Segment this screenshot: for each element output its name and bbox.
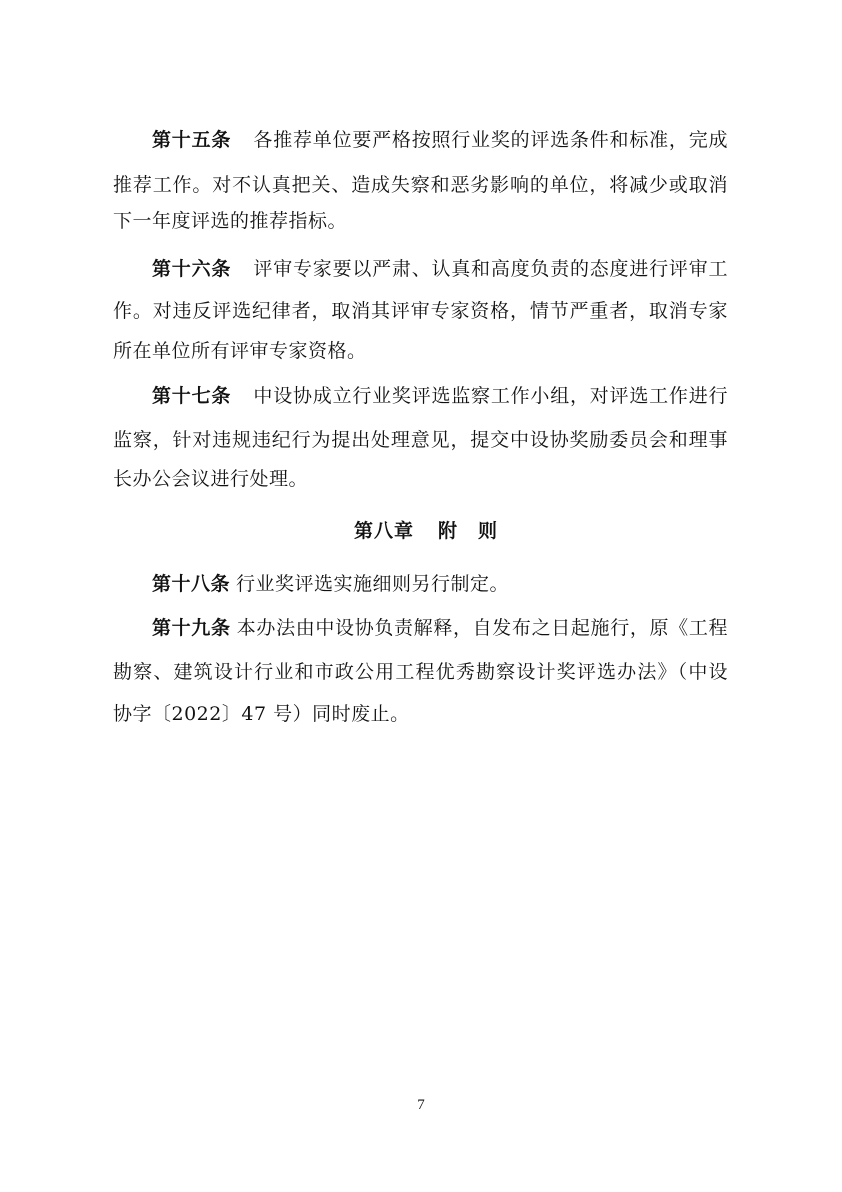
article-15-first-line (152, 128, 728, 152)
article-15-label: 第十五条 (152, 129, 232, 151)
article-15-text-1: 各推荐单位要严格按照行业奖的评选条件和标准，完成 (253, 129, 728, 151)
article-16-first-line (152, 257, 728, 281)
article-19-line-2: 勘察、建筑设计行业和市政公用工程优秀勘察设计奖评选办法》（中设 (113, 661, 728, 683)
article-17-text-1: 中设协成立行业奖评选监察工作小组，对评选工作进行 (253, 385, 728, 407)
article-19-text-1: 本办法由中设协负责解释，自发布之日起施行，原《工程 (236, 617, 728, 639)
article-17-line-3: 长办公会议进行处理。 (113, 468, 309, 490)
article-17-first-line (152, 384, 728, 408)
article-15-line-3: 下一年度评选的推荐指标。 (113, 210, 348, 232)
article-17-label: 第十七条 (152, 385, 232, 407)
chapter-heading (354, 519, 498, 543)
chapter-number: 第八章 (354, 520, 415, 542)
chapter-name: 附 则 (438, 520, 499, 542)
article-16-line-3: 所在单位所有评审专家资格。 (113, 340, 367, 362)
article-18-text-1: 行业奖评选实施细则另行制定。 (236, 573, 510, 595)
article-16-label: 第十六条 (152, 258, 232, 280)
article-16-text-1: 评审专家要以严肃、认真和高度负责的态度进行评审工 (253, 258, 728, 280)
page-number: 7 (417, 1097, 425, 1113)
article-18-first-line (152, 572, 509, 596)
article-15-line-2: 推荐工作。对不认真把关、造成失察和恶劣影响的单位，将减少或取消 (113, 174, 728, 196)
article-19-first-line (152, 616, 728, 640)
article-19-line-3: 协字〔2022〕47 号）同时废止。 (113, 703, 410, 725)
article-17-line-2: 监察，针对违规违纪行为提出处理意见，提交中设协奖励委员会和理事 (113, 429, 728, 451)
article-16-line-2: 作。对违反评选纪律者，取消其评审专家资格，情节严重者，取消专家 (113, 300, 728, 322)
article-19-label: 第十九条 (152, 617, 231, 639)
article-18-label: 第十八条 (152, 573, 231, 595)
